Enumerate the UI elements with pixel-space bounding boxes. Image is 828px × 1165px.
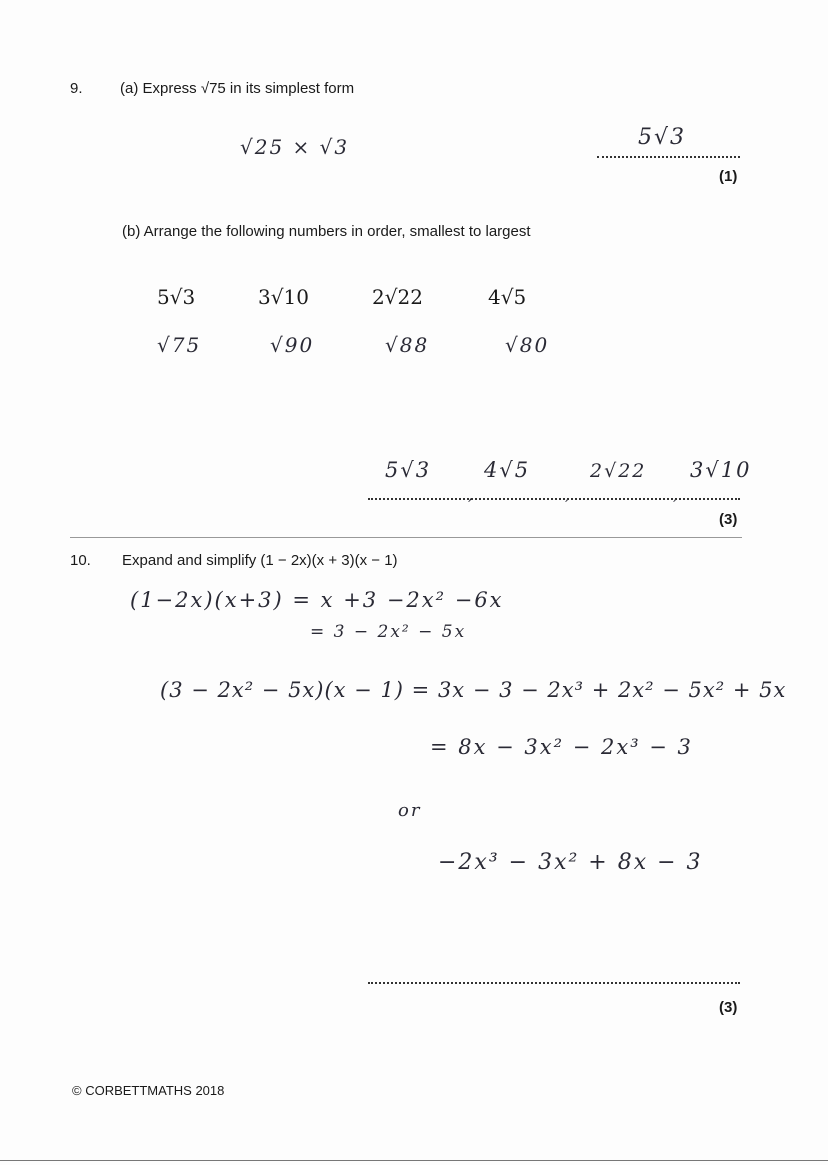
question-10-number: 10. [70, 552, 91, 569]
order-answer-2: 4√5 [484, 458, 531, 482]
working-line-3: (3 − 2x² − 5x)(x − 1) = 3x − 3 − 2x³ + 2x² − 5x² + 5x [160, 678, 787, 702]
working-or: or [398, 800, 422, 821]
working-line-6: −2x³ − 3x² + 8x − 3 [438, 850, 703, 875]
working-line-1: (1−2x)(x+3) = x +3 −2x² −6x [130, 588, 504, 612]
order-answer-3: 2√22 [590, 460, 647, 482]
question-9a-prompt: (a) Express √75 in its simplest form [120, 80, 355, 97]
q9a-answer: 5√3 [638, 125, 687, 150]
q10-answer-line [368, 982, 740, 984]
number-4: 4√5 [488, 285, 527, 309]
working-2: √90 [270, 333, 315, 357]
q9a-marks: (1) [719, 168, 738, 185]
working-1: √75 [157, 333, 202, 357]
working-line-4: = 8x − 3x² − 2x³ − 3 [430, 735, 693, 759]
q9a-working: √25 × √3 [240, 135, 350, 159]
q9b-answer-line [368, 498, 740, 500]
working-4: √80 [505, 333, 550, 357]
question-9b-prompt: (b) Arrange the following numbers in order, smallest to largest [122, 223, 531, 240]
question-10-prompt: Expand and simplify (1 − 2x)(x + 3)(x − 1) [122, 552, 398, 569]
order-answer-1: 5√3 [385, 458, 432, 482]
divider [70, 537, 742, 538]
working-line-2: = 3 − 2x² − 5x [310, 622, 467, 642]
q10-marks: (3) [719, 999, 738, 1016]
question-9-number: 9. [70, 80, 83, 97]
copyright: © CORBETTMATHS 2018 [72, 1083, 225, 1098]
order-answer-4: 3√10 [690, 458, 752, 482]
working-3: √88 [385, 333, 430, 357]
worksheet-page: 9. (a) Express √75 in its simplest form √25 × √3 5√3 (1) (b) Arrange the following numbers in order, smallest to largest 5√3 3√10 2√22 4√5 √75 √90 √88 √80 5√3 , 4√5 , 2√22 , 3√10 (3) 10. Expand and simplify (1 − 2x)(x + 3)(x − 1) (1−2x)(x+3) = x +3 −2x² −6x = 3 − 2x² − 5x (3 − 2x² − 5x)(x − 1) = 3x − 3 − 2x³ + 2x² − 5x² + 5x = 8x − 3x² − 2x³ − 3 or −2x³ − 3x² + 8x − 3 (3) © CORBETTMATHS 2018 [0, 0, 828, 1165]
page-bottom-edge [0, 1160, 828, 1161]
number-1: 5√3 [157, 285, 196, 309]
number-3: 2√22 [372, 285, 423, 309]
q9b-marks: (3) [719, 511, 738, 528]
number-2: 3√10 [258, 285, 309, 309]
q9a-answer-line [597, 156, 740, 158]
